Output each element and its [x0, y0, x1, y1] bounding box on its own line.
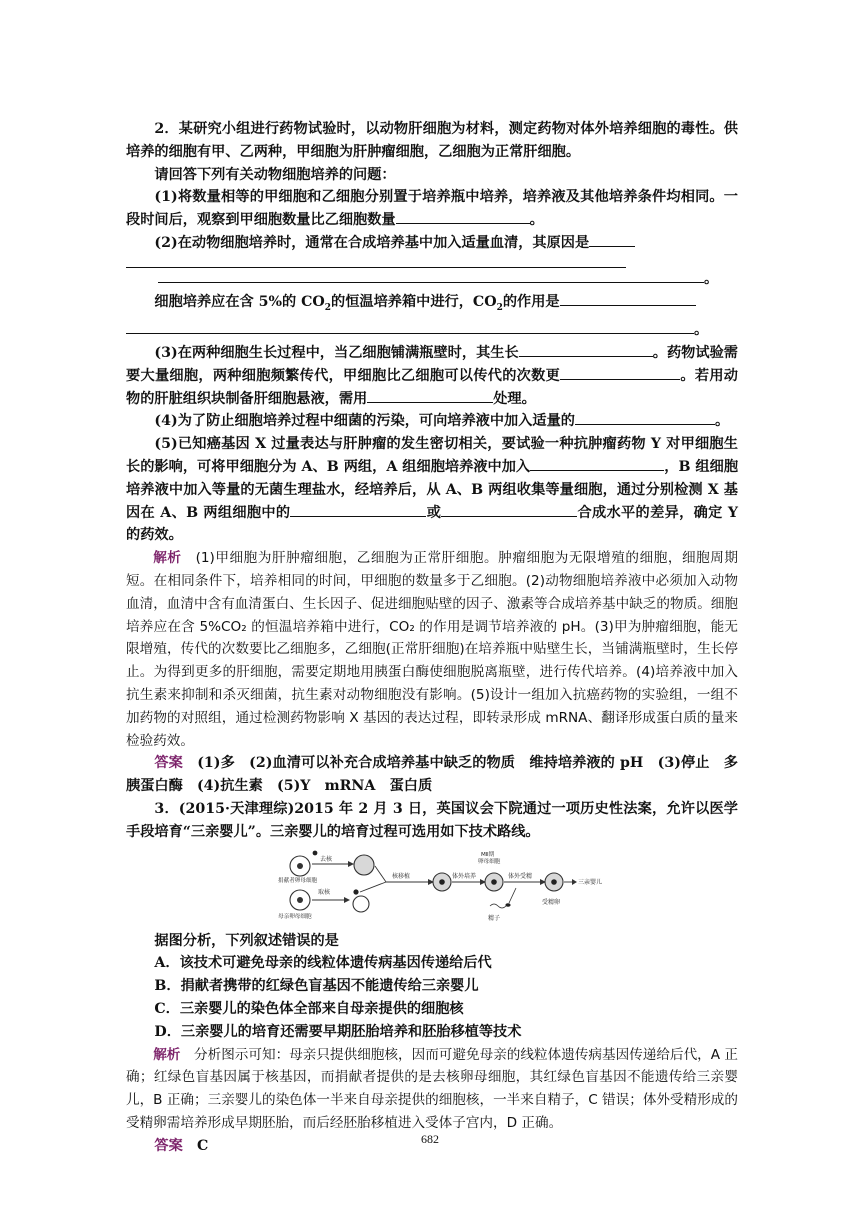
- page-content: [126, 118, 753, 1158]
- q2-part5-text-a: (5)已知癌基因 X 过量表达与肝肿瘤的发生密切相关，要试验一种抗肿瘤药物 Y 对甲细胞生长的影响，可将甲细胞分为 A、B 两组，A 组细胞培养液中加入: [126, 436, 738, 475]
- q2-part3-text-a: (3)在两种细胞生长过程中，当乙细胞铺满瓶壁时，其生长: [154, 345, 519, 361]
- answer-blank: [158, 268, 704, 283]
- q2-part4: (4)为了防止细胞培养过程中细菌的污染，可向培养液中加入适量的 。: [126, 410, 738, 433]
- q2-part3: [126, 342, 738, 410]
- co2-text-a: 细胞培养应在含 5%的 CO: [154, 293, 325, 310]
- connector: [375, 866, 386, 882]
- answer-line: [126, 255, 626, 268]
- label-mii-2: 卵母细胞: [478, 858, 501, 865]
- q2-answer-text: (1)多 (2)血清可以补充合成培养基中缺乏的物质 维持培养液的 pH (3)停止 多 胰蛋白酶 (4)抗生素 (5)Y mRNA 蛋白质: [126, 755, 753, 795]
- answer-blank: [519, 342, 653, 357]
- analysis-label: 解析: [153, 1046, 181, 1063]
- label-take-nucleus: 取核: [318, 888, 331, 896]
- label-baby: 三亲婴儿: [578, 878, 603, 886]
- answer-label: 答案: [154, 1137, 183, 1154]
- arrowhead: [572, 879, 577, 885]
- label-in-vitro-fertilization: 体外受精: [508, 872, 533, 880]
- q2-stem: 2．某研究小组进行药物试验时，以动物肝细胞为材料，测定药物对体外培养细胞的毒性。供培养的细胞有甲、乙两种，甲细胞为肝肿瘤细胞，乙细胞为正常肝细胞。: [126, 121, 738, 160]
- q3-option-d: D．三亲婴儿的培育还需要早期胚胎培养和胚胎移植等技术: [154, 1023, 522, 1040]
- answer-blank: [396, 209, 530, 224]
- q3-option-b: B．捐献者携带的红绿色盲基因不能遗传给三亲婴儿: [154, 978, 479, 995]
- q3-option-a: A．该技术可避免母亲的线粒体遗传病基因传递给后代: [154, 955, 492, 972]
- q2-part4-text: (4)为了防止细胞培养过程中细菌的污染，可向培养液中加入适量的: [154, 413, 575, 430]
- sperm-tail: [490, 904, 506, 908]
- sperm-head: [505, 903, 510, 907]
- co2-text-c: 的作用是: [502, 293, 560, 310]
- mother-nucleus: [297, 897, 303, 903]
- q2-part5-text-b: ，B 组细胞培养液中加入等量的无菌生理盐水，经培养后，从 A、B 两组收集等量细胞，通过分别检测 X 基因在 A、B 两组细胞中的: [126, 458, 739, 521]
- q2-part5: [126, 433, 738, 547]
- connector: [360, 882, 386, 892]
- q2-part5-text-c: 或: [426, 504, 442, 521]
- label-in-vitro-culture: 体外培养: [452, 872, 477, 880]
- answer-blank: [560, 365, 680, 380]
- page-number: 682: [421, 1132, 439, 1146]
- reconstructed-nucleus: [439, 879, 445, 885]
- q3-analysis: [126, 1044, 738, 1135]
- q2-analysis: [126, 547, 738, 752]
- answer-blank: [530, 456, 664, 471]
- co2-text-b: 的恒温培养箱中进行，CO: [331, 293, 497, 310]
- q2-instruction: 请回答下列有关动物细胞培养的问题：: [154, 166, 396, 183]
- q3-stem: 3．(2015·天津理综)2015 年 2 月 3 日，英国议会下院通过一项历史性法案，允许以医学手段培育“三亲婴儿”。三亲婴儿的培育过程可选用如下技术路线。: [126, 800, 738, 840]
- answer-blank: [441, 502, 577, 517]
- q3-analysis-text: 分析图示可知：母亲只提供细胞核，因而可避免母亲的线粒体遗传病基因传递给后代，A 正确；红绿色盲基因属于核基因，而捐献者提供的是去核卵母细胞，其红绿色盲基因不能遗传给三亲婴儿，B 正确；三亲婴儿的染色体一半来自母亲提供的细胞核，一半来自精子，C 错误；体外受精形成的受精卵需培养形成早期胚胎，而后经胚胎移植进入受体子宫内，D 正确。: [126, 1046, 739, 1131]
- q3-answer-text: C: [196, 1137, 209, 1154]
- answer-blank: [560, 291, 696, 306]
- q2-part3-text-b: 。药物试验需要大量细胞，两种细胞频繁传代，甲细胞比乙细胞可以传代的次数更: [126, 345, 738, 384]
- q2-part2-text: (2)在动物细胞培养时，通常在合成培养基中加入适量血清，其原因是: [154, 234, 590, 251]
- donor-nucleus: [297, 863, 303, 869]
- label-remove-nucleus: 去核: [320, 855, 333, 863]
- q2-part2-line2: 。: [126, 268, 738, 291]
- three-parent-baby-diagram: [278, 848, 603, 928]
- enucleated-egg: [354, 855, 374, 875]
- label-mii-1: MⅡ期: [481, 851, 495, 858]
- arrowhead: [348, 861, 354, 867]
- remaining-egg: [353, 896, 369, 912]
- q2-part3-text-d: 处理。: [493, 390, 536, 407]
- answer-blank: [290, 502, 426, 517]
- label-mother-egg: 母亲卵母细胞: [278, 913, 312, 920]
- q2-answer: [126, 752, 753, 798]
- answer-blank: [367, 388, 493, 403]
- q2-part2: [126, 232, 738, 255]
- fertilized-nucleus: [551, 879, 557, 885]
- arrowhead: [344, 897, 350, 903]
- label-nuclear-transfer: 核移植: [392, 872, 411, 880]
- q3-lead: 据图分析，下列叙述错误的是: [154, 932, 339, 949]
- q2-part2-co2: 细胞培养应在含 5%的 $CO_2$的恒温培养箱中进行，$CO_2$的作用是: [126, 291, 738, 320]
- q2-part2-co2-line: 。: [126, 319, 738, 342]
- label-fertilized-egg: 受精卵: [542, 898, 561, 906]
- analysis-label: 解析: [153, 550, 182, 567]
- q2-part1-text: (1)将数量相等的甲细胞和乙细胞分别置于培养瓶中培养，培养液及其他培养条件均相同。一段时间后，观察到甲细胞数量比乙细胞数量: [126, 189, 738, 229]
- mother-nucleus-taken: [353, 889, 358, 894]
- q2-analysis-text: (1)甲细胞为肝肿瘤细胞，乙细胞为正常肝细胞。肿瘤细胞为无限增殖的细胞，细胞周期短。在相同条件下，培养相同的时间，甲细胞的数量多于乙细胞。(2)动物细胞培养液中必须加入动物血清，血清中含有血清蛋白、生长因子、促进细胞贴壁的因子、激素等合成培养基中缺乏的物质。细胞培养应在含 5%CO₂ 的恒温培养箱中进行，CO₂ 的作用是调节培养液的 pH。(3)甲为肿瘤细胞，能无限增殖，传代的次数要比乙细胞多，乙细胞(正常肝细胞)在培养瓶中贴壁生长，当铺满瓶壁时，生长停止。为得到更多的肝细胞，需要定期地用胰蛋白酶使细胞脱离瓶壁，进行传代培养。(4)培养液中加入抗生素来抑制和杀灭细菌，抗生素对动物细胞没有影响。(5)设计一组加入抗癌药物的实验组，一组不加药物的对照组，通过检测药物影响 X 基因的表达过程，即转录形成 mRNA、翻译形成蛋白质的量来检验药效。: [126, 550, 738, 749]
- answer-blank: [589, 232, 635, 247]
- label-sperm: 精子: [488, 914, 501, 922]
- diagram-svg: [278, 848, 603, 928]
- mii-nucleus: [491, 879, 497, 885]
- answer-label: 答案: [154, 755, 183, 772]
- label-donor-egg: 捐献者卵母细胞: [278, 877, 318, 884]
- answer-blank: [126, 319, 694, 334]
- q3-option-c: C．三亲婴儿的染色体全部来自母亲提供的细胞核: [154, 1000, 464, 1017]
- removed-nucleus: [313, 850, 318, 855]
- arrow-sperm: [509, 888, 516, 903]
- q2-part1: (1)将数量相等的甲细胞和乙细胞分别置于培养瓶中培养，培养液及其他培养条件均相同。一段时间后，观察到甲细胞数量比乙细胞数量 。: [126, 189, 738, 229]
- q2-part5-text-d: 合成水平的差异，确定 Y 的药效。: [126, 504, 738, 544]
- q2-part3-text-c: 。若用动物的肝脏组织块制备肝细胞悬液，需用: [126, 367, 738, 407]
- answer-blank: [575, 410, 715, 425]
